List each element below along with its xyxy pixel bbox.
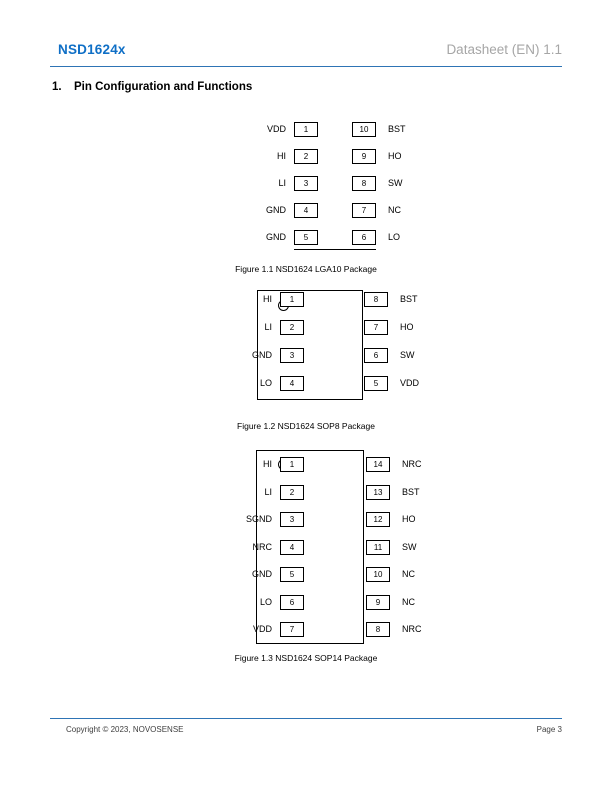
pin-label: LI [264, 487, 272, 497]
footer-page-number: Page 3 [536, 725, 562, 734]
pin-box: 9 [366, 595, 390, 610]
pin-box: 6 [280, 595, 304, 610]
pin-box: 5 [294, 230, 318, 245]
pin-box: 5 [364, 376, 388, 391]
figure-caption: Figure 1.3 NSD1624 SOP14 Package [234, 653, 378, 663]
pin-box: 1 [280, 292, 304, 307]
pin-label: NRC [402, 459, 422, 469]
footer-copyright: Copyright © 2023, NOVOSENSE [66, 725, 184, 734]
figure-sop8 [50, 288, 562, 438]
pin-label: VDD [266, 124, 286, 134]
pin-box: 4 [280, 376, 304, 391]
pin-box: 11 [366, 540, 390, 555]
page-header [50, 40, 562, 70]
document-info: Datasheet (EN) 1.1 [446, 42, 562, 57]
pin-label: SGND [245, 514, 272, 524]
pin-label: SW [402, 542, 417, 552]
section-heading [52, 81, 252, 93]
pin-box: 2 [280, 320, 304, 335]
pin-label: LO [388, 232, 401, 242]
package-baseline [294, 249, 376, 250]
pin-box: 7 [280, 622, 304, 637]
pin-box: 8 [364, 292, 388, 307]
pin-box: 14 [366, 457, 390, 472]
pin-label: BST [400, 294, 418, 304]
pin-label: SW [388, 178, 403, 188]
pin-label: GND [266, 232, 286, 242]
pin-label: HO [388, 151, 402, 161]
pin-box: 7 [352, 203, 376, 218]
pin-label: GND [266, 205, 286, 215]
pin-label: SW [400, 350, 415, 360]
pin-label: VDD [252, 624, 272, 634]
figure-lga10 [50, 118, 562, 283]
pin-label: LI [278, 178, 286, 188]
pin-label: NC [402, 597, 415, 607]
pin-box: 1 [280, 457, 304, 472]
package-outline-sop14 [256, 450, 364, 644]
pin-box: 13 [366, 485, 390, 500]
pin-label: HI [263, 294, 272, 304]
pin-box: 6 [364, 348, 388, 363]
header-divider [50, 66, 562, 67]
pin-box: 8 [352, 176, 376, 191]
pin-box: 3 [280, 512, 304, 527]
pin-label: NC [388, 205, 401, 215]
pin-label: NRC [402, 624, 422, 634]
pin-label: GND [252, 569, 272, 579]
figure-caption: Figure 1.2 NSD1624 SOP8 Package [237, 421, 375, 431]
pin-box: 3 [280, 348, 304, 363]
pin-label: LO [259, 597, 272, 607]
pin-label: HO [400, 322, 414, 332]
pin-label: GND [252, 350, 272, 360]
pin-box: 10 [366, 567, 390, 582]
pin-box: 9 [352, 149, 376, 164]
pin-box: 1 [294, 122, 318, 137]
pin-label: LO [259, 378, 272, 388]
product-title: NSD1624x [58, 42, 126, 57]
figure-sop14 [50, 448, 562, 673]
pin-label: VDD [400, 378, 420, 388]
section-title: Pin Configuration and Functions [74, 81, 253, 93]
pin-label: LI [264, 322, 272, 332]
pin-box: 2 [280, 485, 304, 500]
pin-label: NRC [252, 542, 272, 552]
pin-box: 3 [294, 176, 318, 191]
pin-label: HI [263, 459, 272, 469]
figure-caption: Figure 1.1 NSD1624 LGA10 Package [235, 264, 377, 274]
pin-box: 4 [294, 203, 318, 218]
package-outline-sop8 [257, 290, 363, 400]
pin-box: 5 [280, 567, 304, 582]
pin-box: 4 [280, 540, 304, 555]
pin-box: 12 [366, 512, 390, 527]
pin-label: BST [388, 124, 406, 134]
pin-box: 7 [364, 320, 388, 335]
pin-box: 6 [352, 230, 376, 245]
pin-label: HO [402, 514, 416, 524]
pin-label: NC [402, 569, 415, 579]
pin-label: BST [402, 487, 420, 497]
pin-box: 2 [294, 149, 318, 164]
pin-label: HI [277, 151, 286, 161]
section-number: 1. [52, 81, 62, 93]
pin-box: 10 [352, 122, 376, 137]
pin-box: 8 [366, 622, 390, 637]
footer-divider [50, 718, 562, 719]
